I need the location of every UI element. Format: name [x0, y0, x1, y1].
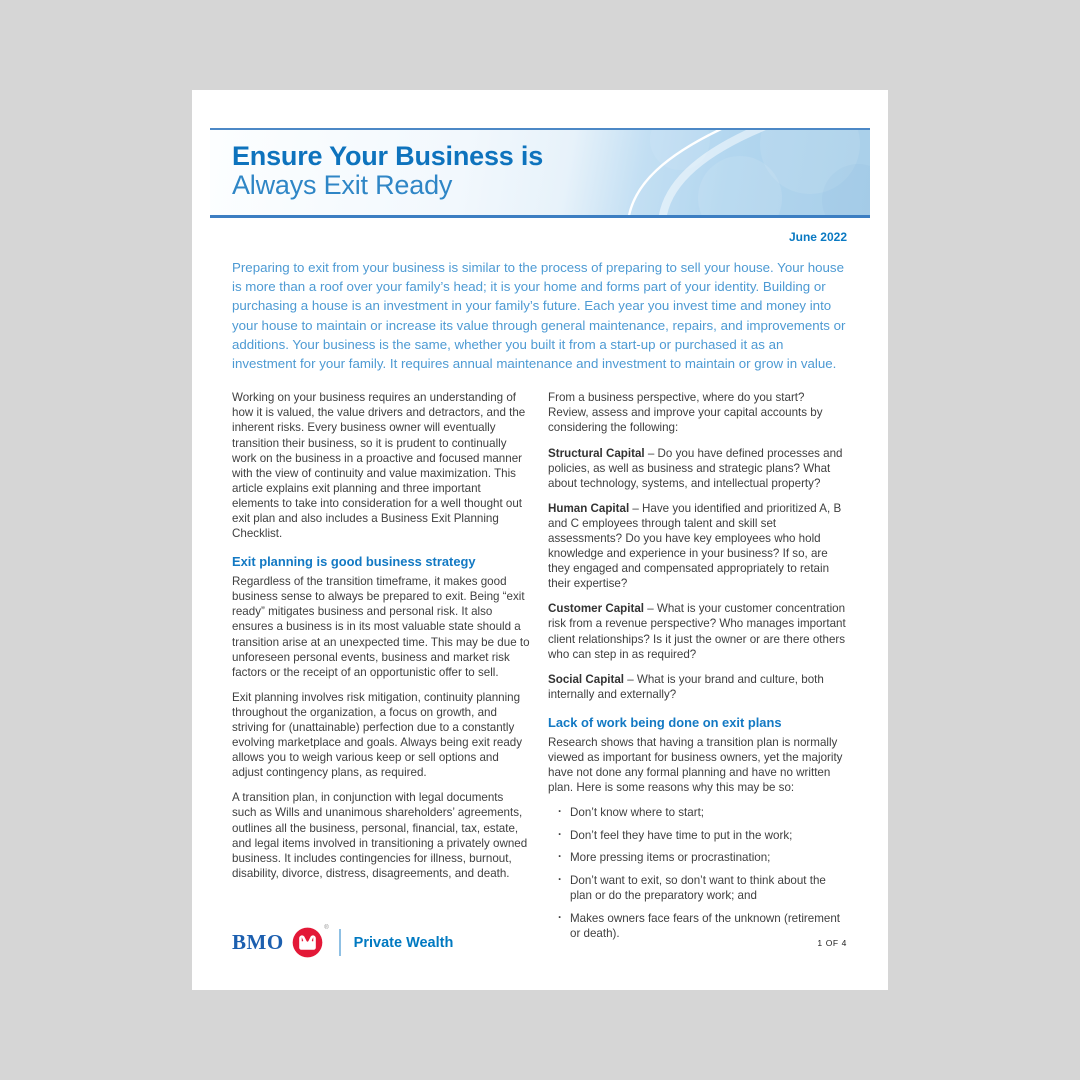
capital-item [548, 672, 847, 702]
page-title-line1: Ensure Your Business is [232, 141, 544, 171]
capital-item-lead: Structural Capital [548, 446, 645, 460]
bullet-list [548, 805, 847, 941]
capital-item-lead: Social Capital [548, 672, 625, 686]
bullet-item: · Don’t know where to start; [558, 805, 847, 820]
bullet-item: · Don’t feel they have time to put in the work; [558, 828, 847, 843]
header-banner [210, 128, 870, 218]
bullet-item: · Don’t want to exit, so don’t want to think about the plan or do the preparatory work; and [558, 873, 847, 903]
body-paragraph: Exit planning involves risk mitigation, continuity planning throughout the organization, a focus on growth, and striving for (unattainable) perfection due to a constantly evolving marketplace and goals. Always being exit ready allows you to weigh various keep or sell options and adjust contingency plans, as required. [232, 690, 523, 780]
document-page [192, 90, 888, 990]
body-paragraph: Research shows that having a transition plan is normally viewed as important for business owners, yet the majority have not done any formal planning and have no written plan. Here is some reasons why this may be so: [548, 735, 843, 795]
capital-item-text: – Have you identified and prioritized A, B and C employees through talent and skill set assessments? Do you have key employees who hold knowledge and experience in your business? If so, are they engaged and compensated appropriately to retain their expertise? [548, 501, 842, 591]
right-column [548, 390, 847, 948]
bmo-wordmark: BMO [232, 930, 284, 954]
capital-item-text: – What is your customer concentration risk from a revenue perspective? Who manages important client relationships? Is it just the owner or are there others who can step in as required? [548, 602, 846, 661]
section-heading: Exit planning is good business strategy [232, 554, 476, 570]
capital-item [548, 501, 847, 592]
body-paragraph: From a business perspective, where do you start? Review, assess and improve your capital accounts by considering the following: [548, 391, 823, 435]
body-paragraph: Regardless of the transition timeframe, it makes good business sense to always be prepared to exit. Being “exit ready” mitigates business and personal risk. It also ensures a business is in its most valuable state should a transition arise at an unexpected time. This may be due to unforeseen personal events, business and market risk factors or the receipt of an opportunistic offer to sell. [232, 575, 530, 679]
page-title-line2: Always Exit Ready [232, 170, 453, 200]
capital-item-text: – What is your brand and culture, both internally and externally? [548, 672, 824, 701]
page-number: 1 OF 4 [817, 937, 847, 948]
registered-mark-icon: ® [324, 925, 329, 931]
capital-item-lead: Human Capital [548, 501, 630, 515]
left-column [232, 390, 531, 948]
publish-date: June 2022 [788, 230, 847, 244]
bmo-roundel-icon [292, 925, 329, 958]
body-paragraph: A transition plan, in conjunction with legal documents such as Wills and unanimous shareholders’ agreements, outlines all the business, personal, financial, tax, estate, and legal items involved in transitioning a privately owned business. It includes contingencies for illness, burnout, disability, divorce, distress, disagreements, and death. [232, 791, 528, 880]
capital-item-text: – Do you have defined processes and policies, as well as business and strategic plans? What about technology, systems, and intellectual property? [548, 446, 843, 490]
brand-division: Private Wealth [353, 934, 454, 951]
bullet-item: · Makes owners face fears of the unknown (retirement or death). [558, 911, 847, 941]
content-columns [232, 390, 847, 948]
capital-item-lead: Customer Capital [548, 602, 644, 616]
section-heading: Lack of work being done on exit plans [548, 714, 782, 730]
body-paragraph: Working on your business requires an understanding of how it is valued, the value drivers and detractors, and the inherent risks. Every business owner will eventually transition their business, so it is prudent to continually work on the business in a proactive and focused manner with the view of continuity and value maximization. This article explains exit planning and three important elements to take into consideration for a well thought out exit plan and also includes a Business Exit Planning Checklist. [232, 391, 526, 541]
intro-paragraph: Preparing to exit from your business is similar to the process of preparing to sell your house. Your house is more than a roof over your family’s head; it is your home and forms part of your identity. Building or purchasing a house is an investment in your family’s future. Each year you invest time and money into your house to maintain or increase its value through general maintenance, repairs, and improvements or additions. Your business is the same, whether you built it from a start-up or purchased it as an investment for your family. It requires annual maintenance and investment to maintain or grow in value. [232, 260, 846, 372]
capital-item [548, 446, 847, 491]
page-footer [232, 927, 847, 958]
bullet-item: · More pressing items or procrastination; [558, 850, 847, 865]
footer-divider [339, 929, 341, 956]
capital-item [548, 601, 847, 661]
bmo-logo [232, 927, 453, 958]
